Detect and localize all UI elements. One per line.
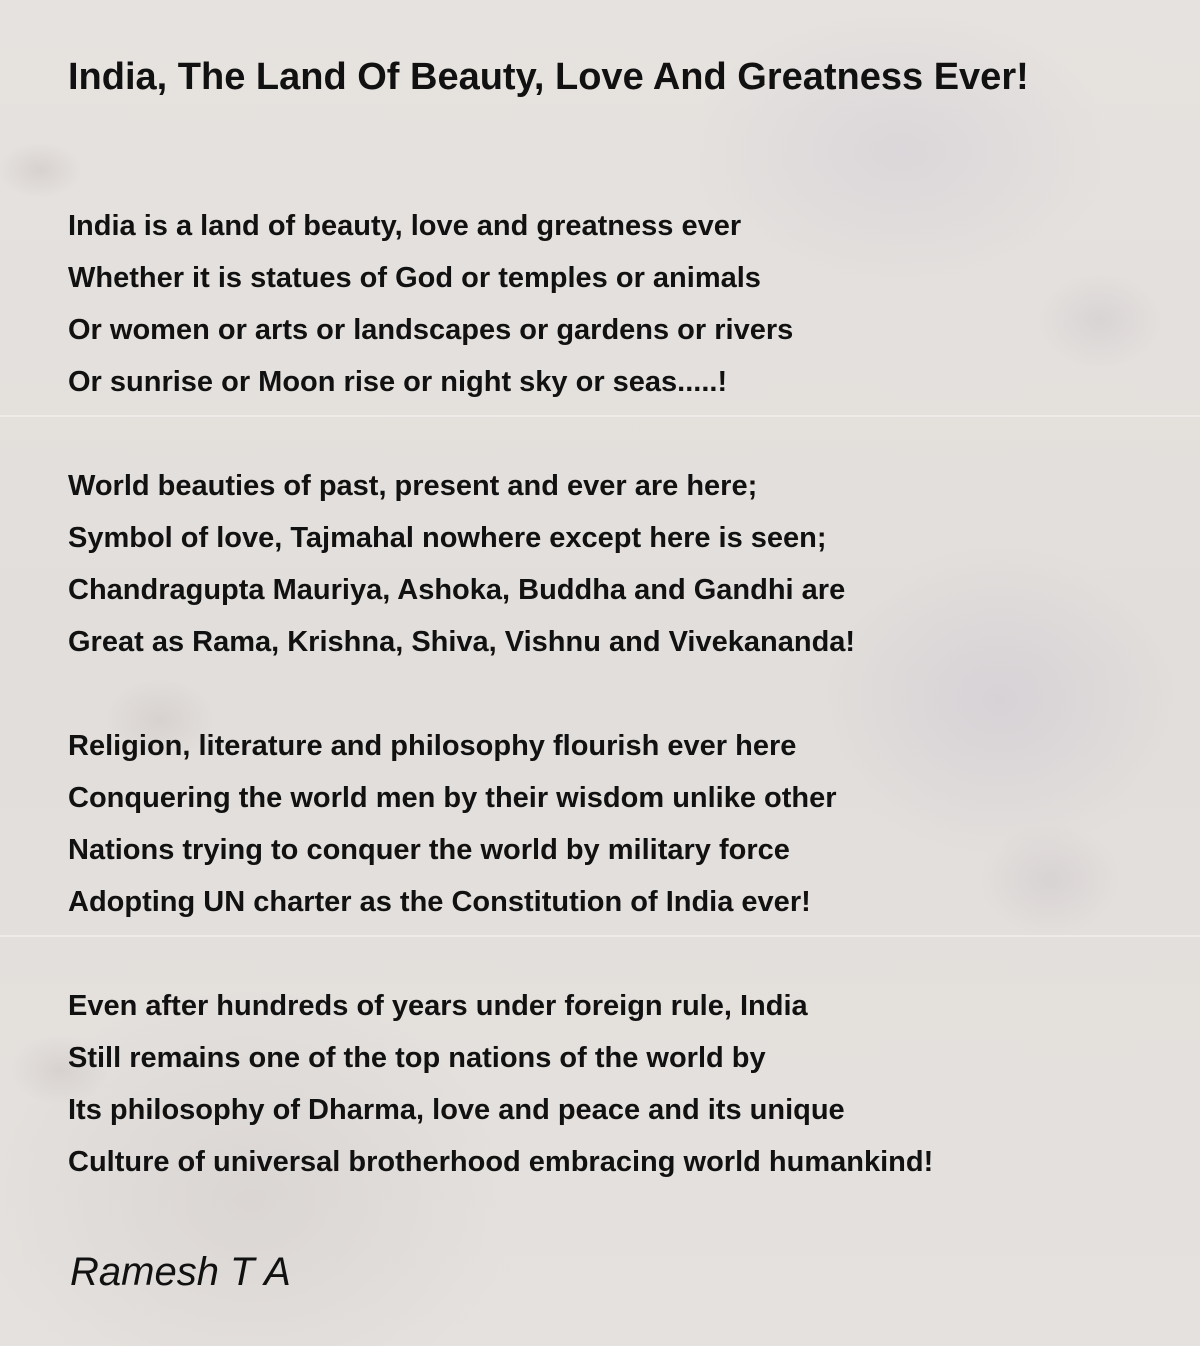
poem-line: Great as Rama, Krishna, Shiva, Vishnu and Vivekananda! bbox=[68, 626, 856, 658]
poem-line: Culture of universal brotherhood embracing world humankind! bbox=[68, 1146, 934, 1178]
poem-author: Ramesh T A bbox=[70, 1250, 291, 1294]
stanza bbox=[68, 460, 1168, 668]
poem-line: Or sunrise or Moon rise or night sky or seas.....! bbox=[68, 366, 728, 398]
poem-line: Its philosophy of Dharma, love and peace and its unique bbox=[68, 1094, 845, 1126]
poem-line: World beauties of past, present and ever are here; bbox=[68, 470, 758, 502]
poem-line: Adopting UN charter as the Constitution of India ever! bbox=[68, 886, 811, 918]
poem-body bbox=[68, 200, 1168, 1240]
stanza bbox=[68, 200, 1168, 408]
poem-line: Conquering the world men by their wisdom unlike other bbox=[68, 782, 837, 814]
poem-line: Still remains one of the top nations of the world by bbox=[68, 1042, 766, 1074]
poem-line: Or women or arts or landscapes or gardens or rivers bbox=[68, 314, 794, 346]
stanza bbox=[68, 980, 1168, 1188]
poem-line: Chandragupta Mauriya, Ashoka, Buddha and Gandhi are bbox=[68, 574, 846, 606]
poem-line: Nations trying to conquer the world by military force bbox=[68, 834, 790, 866]
poem-line: Symbol of love, Tajmahal nowhere except here is seen; bbox=[68, 522, 827, 554]
poem-title: India, The Land Of Beauty, Love And Greatness Ever! bbox=[68, 56, 1029, 98]
stanza bbox=[68, 720, 1168, 928]
poem-line: Even after hundreds of years under foreign rule, India bbox=[68, 990, 808, 1022]
poem-line: Whether it is statues of God or temples or animals bbox=[68, 262, 761, 294]
poem-line: India is a land of beauty, love and greatness ever bbox=[68, 210, 742, 242]
poem-line: Religion, literature and philosophy flourish ever here bbox=[68, 730, 797, 762]
